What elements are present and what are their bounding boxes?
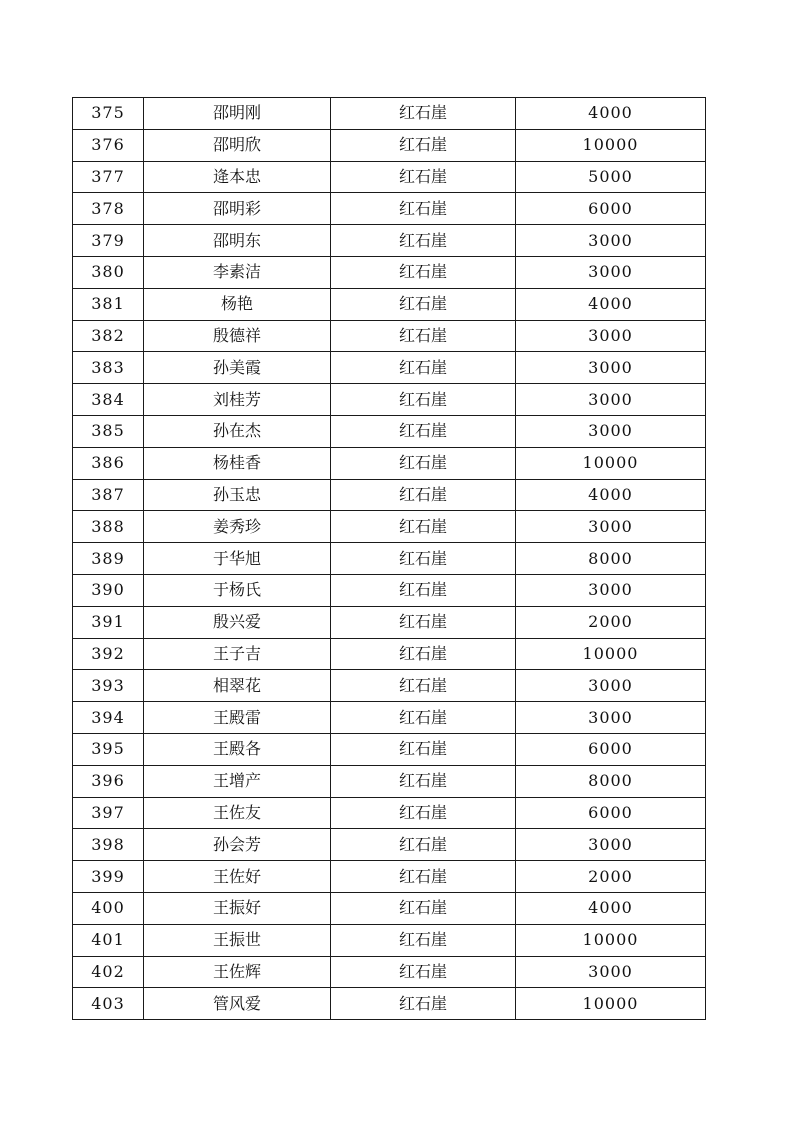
table-row xyxy=(73,415,706,447)
amount-cell: 10000 xyxy=(516,988,706,1020)
table-row xyxy=(73,511,706,543)
table-row xyxy=(73,543,706,575)
row-number-cell: 380 xyxy=(73,256,144,288)
row-number-cell: 391 xyxy=(73,606,144,638)
table-row xyxy=(73,670,706,702)
amount-cell: 3000 xyxy=(516,956,706,988)
row-number-cell: 385 xyxy=(73,415,144,447)
row-number-cell: 389 xyxy=(73,543,144,575)
table-row xyxy=(73,606,706,638)
amount-cell: 10000 xyxy=(516,447,706,479)
village-cell: 红石崖 xyxy=(331,956,516,988)
table-row xyxy=(73,892,706,924)
village-cell: 红石崖 xyxy=(331,352,516,384)
person-name-cell: 孙会芳 xyxy=(144,829,331,861)
amount-cell: 3000 xyxy=(516,511,706,543)
village-cell: 红石崖 xyxy=(331,447,516,479)
person-name-cell: 于杨氏 xyxy=(144,574,331,606)
amount-cell: 3000 xyxy=(516,256,706,288)
person-name-cell: 刘桂芳 xyxy=(144,384,331,416)
person-name-cell: 王增产 xyxy=(144,765,331,797)
village-cell: 红石崖 xyxy=(331,829,516,861)
person-name-cell: 邵明欣 xyxy=(144,129,331,161)
person-name-cell: 相翠花 xyxy=(144,670,331,702)
amount-cell: 10000 xyxy=(516,638,706,670)
village-cell: 红石崖 xyxy=(331,479,516,511)
person-name-cell: 孙在杰 xyxy=(144,415,331,447)
village-cell: 红石崖 xyxy=(331,320,516,352)
row-number-cell: 403 xyxy=(73,988,144,1020)
person-name-cell: 杨艳 xyxy=(144,288,331,320)
village-cell: 红石崖 xyxy=(331,892,516,924)
row-number-cell: 381 xyxy=(73,288,144,320)
person-name-cell: 管风爱 xyxy=(144,988,331,1020)
table-row xyxy=(73,988,706,1020)
row-number-cell: 387 xyxy=(73,479,144,511)
amount-cell: 3000 xyxy=(516,384,706,416)
row-number-cell: 384 xyxy=(73,384,144,416)
person-name-cell: 殷兴爱 xyxy=(144,606,331,638)
village-cell: 红石崖 xyxy=(331,606,516,638)
table-row xyxy=(73,765,706,797)
amount-cell: 10000 xyxy=(516,129,706,161)
row-number-cell: 378 xyxy=(73,193,144,225)
amount-cell: 3000 xyxy=(516,415,706,447)
table-row xyxy=(73,479,706,511)
table-row xyxy=(73,797,706,829)
row-number-cell: 383 xyxy=(73,352,144,384)
amount-cell: 2000 xyxy=(516,861,706,893)
person-name-cell: 邵明东 xyxy=(144,225,331,257)
row-number-cell: 392 xyxy=(73,638,144,670)
village-cell: 红石崖 xyxy=(331,129,516,161)
village-cell: 红石崖 xyxy=(331,193,516,225)
person-name-cell: 邵明刚 xyxy=(144,98,331,130)
amount-cell: 5000 xyxy=(516,161,706,193)
person-name-cell: 王殿各 xyxy=(144,733,331,765)
table-row xyxy=(73,98,706,130)
row-number-cell: 399 xyxy=(73,861,144,893)
row-number-cell: 401 xyxy=(73,924,144,956)
table-row xyxy=(73,702,706,734)
row-number-cell: 376 xyxy=(73,129,144,161)
person-name-cell: 王殿雷 xyxy=(144,702,331,734)
table-row xyxy=(73,956,706,988)
row-number-cell: 393 xyxy=(73,670,144,702)
table-row xyxy=(73,924,706,956)
village-cell: 红石崖 xyxy=(331,415,516,447)
person-name-cell: 王佐好 xyxy=(144,861,331,893)
person-name-cell: 邵明彩 xyxy=(144,193,331,225)
amount-cell: 4000 xyxy=(516,479,706,511)
row-number-cell: 375 xyxy=(73,98,144,130)
roster-table xyxy=(72,97,706,1020)
amount-cell: 3000 xyxy=(516,352,706,384)
village-cell: 红石崖 xyxy=(331,924,516,956)
person-name-cell: 王佐友 xyxy=(144,797,331,829)
table-row xyxy=(73,129,706,161)
row-number-cell: 390 xyxy=(73,574,144,606)
row-number-cell: 398 xyxy=(73,829,144,861)
person-name-cell: 姜秀珍 xyxy=(144,511,331,543)
amount-cell: 10000 xyxy=(516,924,706,956)
amount-cell: 6000 xyxy=(516,797,706,829)
person-name-cell: 王子吉 xyxy=(144,638,331,670)
row-number-cell: 400 xyxy=(73,892,144,924)
roster-table-body xyxy=(73,98,706,1020)
village-cell: 红石崖 xyxy=(331,797,516,829)
village-cell: 红石崖 xyxy=(331,511,516,543)
table-row xyxy=(73,861,706,893)
table-row xyxy=(73,352,706,384)
village-cell: 红石崖 xyxy=(331,638,516,670)
village-cell: 红石崖 xyxy=(331,574,516,606)
village-cell: 红石崖 xyxy=(331,733,516,765)
person-name-cell: 王振世 xyxy=(144,924,331,956)
person-name-cell: 孙美霞 xyxy=(144,352,331,384)
village-cell: 红石崖 xyxy=(331,384,516,416)
row-number-cell: 386 xyxy=(73,447,144,479)
table-row xyxy=(73,829,706,861)
amount-cell: 3000 xyxy=(516,829,706,861)
person-name-cell: 杨桂香 xyxy=(144,447,331,479)
table-row xyxy=(73,256,706,288)
table-row xyxy=(73,638,706,670)
amount-cell: 3000 xyxy=(516,225,706,257)
row-number-cell: 379 xyxy=(73,225,144,257)
amount-cell: 6000 xyxy=(516,733,706,765)
row-number-cell: 396 xyxy=(73,765,144,797)
table-row xyxy=(73,193,706,225)
village-cell: 红石崖 xyxy=(331,861,516,893)
village-cell: 红石崖 xyxy=(331,765,516,797)
amount-cell: 4000 xyxy=(516,892,706,924)
person-name-cell: 王振好 xyxy=(144,892,331,924)
person-name-cell: 李素洁 xyxy=(144,256,331,288)
table-row xyxy=(73,225,706,257)
village-cell: 红石崖 xyxy=(331,225,516,257)
row-number-cell: 394 xyxy=(73,702,144,734)
person-name-cell: 孙玉忠 xyxy=(144,479,331,511)
amount-cell: 4000 xyxy=(516,288,706,320)
amount-cell: 4000 xyxy=(516,98,706,130)
amount-cell: 3000 xyxy=(516,702,706,734)
table-row xyxy=(73,574,706,606)
row-number-cell: 377 xyxy=(73,161,144,193)
row-number-cell: 382 xyxy=(73,320,144,352)
village-cell: 红石崖 xyxy=(331,988,516,1020)
table-row xyxy=(73,320,706,352)
person-name-cell: 王佐辉 xyxy=(144,956,331,988)
row-number-cell: 402 xyxy=(73,956,144,988)
village-cell: 红石崖 xyxy=(331,288,516,320)
village-cell: 红石崖 xyxy=(331,161,516,193)
village-cell: 红石崖 xyxy=(331,256,516,288)
table-row xyxy=(73,384,706,416)
amount-cell: 8000 xyxy=(516,543,706,575)
village-cell: 红石崖 xyxy=(331,670,516,702)
amount-cell: 3000 xyxy=(516,320,706,352)
amount-cell: 8000 xyxy=(516,765,706,797)
village-cell: 红石崖 xyxy=(331,98,516,130)
table-row xyxy=(73,447,706,479)
amount-cell: 2000 xyxy=(516,606,706,638)
row-number-cell: 388 xyxy=(73,511,144,543)
table-row xyxy=(73,161,706,193)
table-row xyxy=(73,288,706,320)
amount-cell: 3000 xyxy=(516,670,706,702)
person-name-cell: 殷德祥 xyxy=(144,320,331,352)
amount-cell: 3000 xyxy=(516,574,706,606)
amount-cell: 6000 xyxy=(516,193,706,225)
row-number-cell: 395 xyxy=(73,733,144,765)
person-name-cell: 于华旭 xyxy=(144,543,331,575)
village-cell: 红石崖 xyxy=(331,543,516,575)
row-number-cell: 397 xyxy=(73,797,144,829)
table-row xyxy=(73,733,706,765)
village-cell: 红石崖 xyxy=(331,702,516,734)
person-name-cell: 逄本忠 xyxy=(144,161,331,193)
